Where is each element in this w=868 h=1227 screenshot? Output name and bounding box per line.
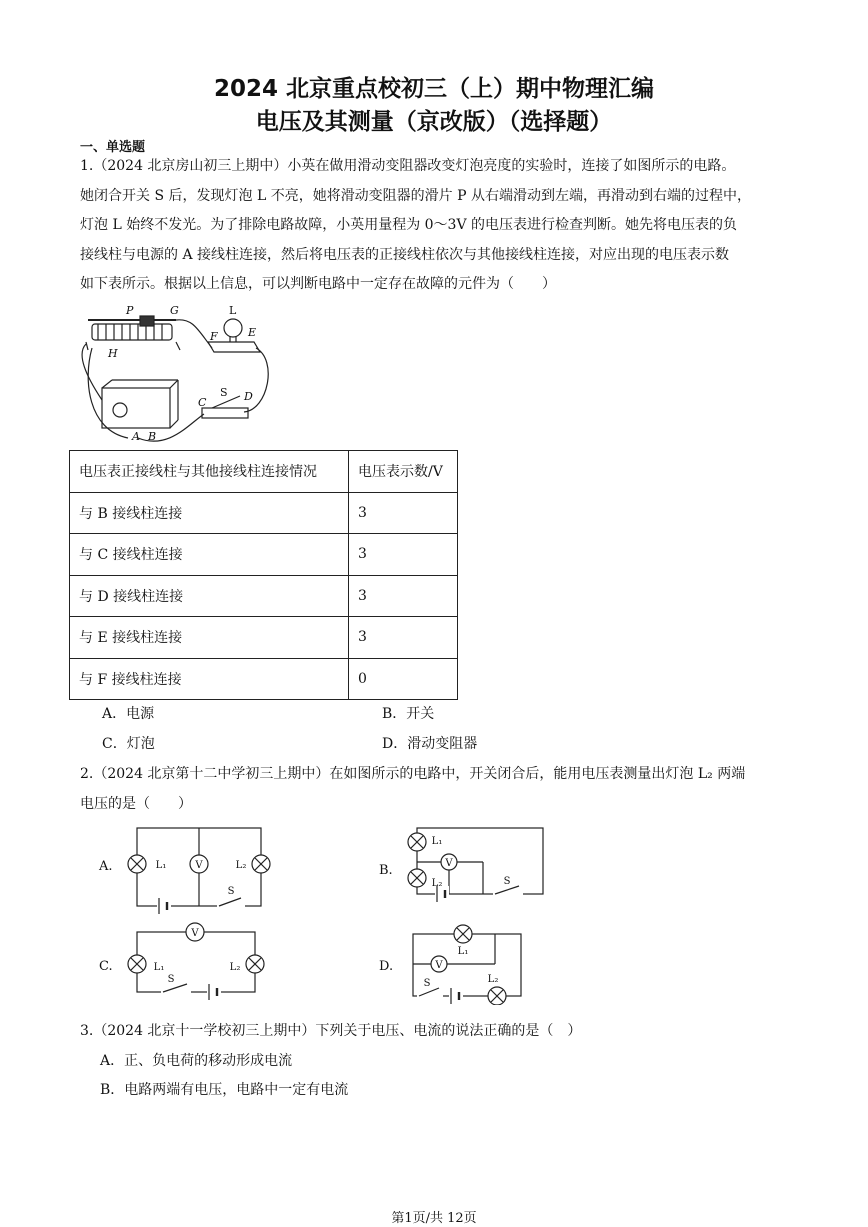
q3-option-b: B．电路两端有电压，电路中一定有电流 [100,1082,349,1098]
fig-label: H [108,347,118,360]
lamp-label: L₁ [431,836,443,847]
fig-label: F [210,330,218,343]
lamp-label: L₁ [155,860,167,871]
switch-label: S [167,974,175,985]
table-cell: 3 [349,575,458,617]
switch-label: S [227,886,235,897]
page-footer: 第1页/共 12页 [391,1211,477,1226]
table-cell: 3 [349,534,458,576]
q1-circuit-figure [78,300,278,448]
switch-label: S [423,978,431,989]
diagram-label-a: A. [99,859,113,874]
fig-label: E [248,326,257,339]
table-cell: 与 D 接线柱连接 [70,575,349,617]
fig-label: C [198,396,207,409]
voltmeter-symbol: V [435,960,443,971]
table-cell: 3 [349,492,458,534]
fig-label: A [132,430,140,443]
table-cell: 与 B 接线柱连接 [70,492,349,534]
voltmeter-symbol: V [195,860,203,871]
q3-option-a: A．正、负电荷的移动形成电流 [100,1052,293,1069]
fig-label: P [126,304,134,317]
voltage-table [69,450,458,700]
table-cell: 0 [349,658,458,700]
fig-label: D [244,390,253,403]
lamp-label: L₂ [487,974,499,985]
diagram-label-c: C. [99,959,113,974]
fig-label: S [220,386,228,399]
table-row [70,658,458,700]
table-row [70,492,458,534]
lamp-label: L₂ [431,878,443,889]
title-line-2: 电压及其测量（京改版）（选择题） [255,109,613,135]
q1-option-d: D．滑动变阻器 [382,736,478,752]
lamp-label: L₂ [235,860,247,871]
q1-line: 接线柱与电源的 A 接线柱连接，然后将电压表的正接线柱依次与其他接线柱连接，对应出现的电压表示数 [80,246,730,263]
q1-line: 如下表所示。根据以上信息，可以判断电路中一定存在故障的元件为（ ） [80,276,556,292]
fig-label: B [148,430,157,443]
table-row [70,534,458,576]
q1-option-b: B．开关 [382,706,435,722]
q1-option-c: C．灯泡 [102,736,155,752]
table-cell: 与 F 接线柱连接 [70,658,349,700]
question-1-stem [80,152,790,300]
q3-stem: 3.（2024 北京十一学校初三上期中）下列关于电压、电流的说法正确的是（ ） [80,1023,582,1039]
diagram-label-d: D. [379,959,394,974]
switch-label: S [503,876,511,887]
fig-label: G [170,304,179,317]
table-cell: 3 [349,617,458,659]
table-header-cell: 电压表正接线柱与其他接线柱连接情况 [70,451,349,493]
diagram-label-b: B. [379,863,393,878]
table-cell: 与 E 接线柱连接 [70,617,349,659]
q2-line: 电压的是（ ） [80,795,192,812]
fig-label: L [229,304,237,317]
table-cell: 与 C 接线柱连接 [70,534,349,576]
voltmeter-symbol: V [191,928,199,939]
q1-line: 她闭合开关 S 后，发现灯泡 L 不亮，她将滑动变阻器的滑片 P 从右端滑动到左端，再滑动到右端的过程中， [80,187,752,204]
section-heading: 一、单选题 [80,140,146,155]
q1-line: 1.（2024 北京房山初三上期中）小英在做用滑动变阻器改变灯泡亮度的实验时，连接了如图所示的电路。 [80,158,736,174]
title-line-1: 2024 北京重点校初三（上）期中物理汇编 [213,76,655,102]
q2-circuit-diagrams [95,820,555,1005]
question-3 [80,1017,790,1106]
lamp-label: L₁ [457,946,469,957]
table-header-cell: 电压表示数/V [349,451,458,493]
table-header-row [70,451,458,493]
voltmeter-symbol: V [445,858,453,869]
q1-line: 灯泡 L 始终不发光。为了排除电路故障，小英用量程为 0～3V 的电压表进行检查判断。她先将电压表的负 [80,217,738,233]
lamp-label: L₁ [153,962,165,973]
q1-option-a: A．电源 [102,706,155,722]
table-row [70,575,458,617]
q2-line: 2.（2024 北京第十二中学初三上期中）在如图所示的电路中，开关闭合后，能用电压表测量出灯泡 L₂ 两端 [80,766,746,782]
question-2-stem [80,760,790,819]
lamp-label: L₂ [229,962,241,973]
table-row [70,617,458,659]
